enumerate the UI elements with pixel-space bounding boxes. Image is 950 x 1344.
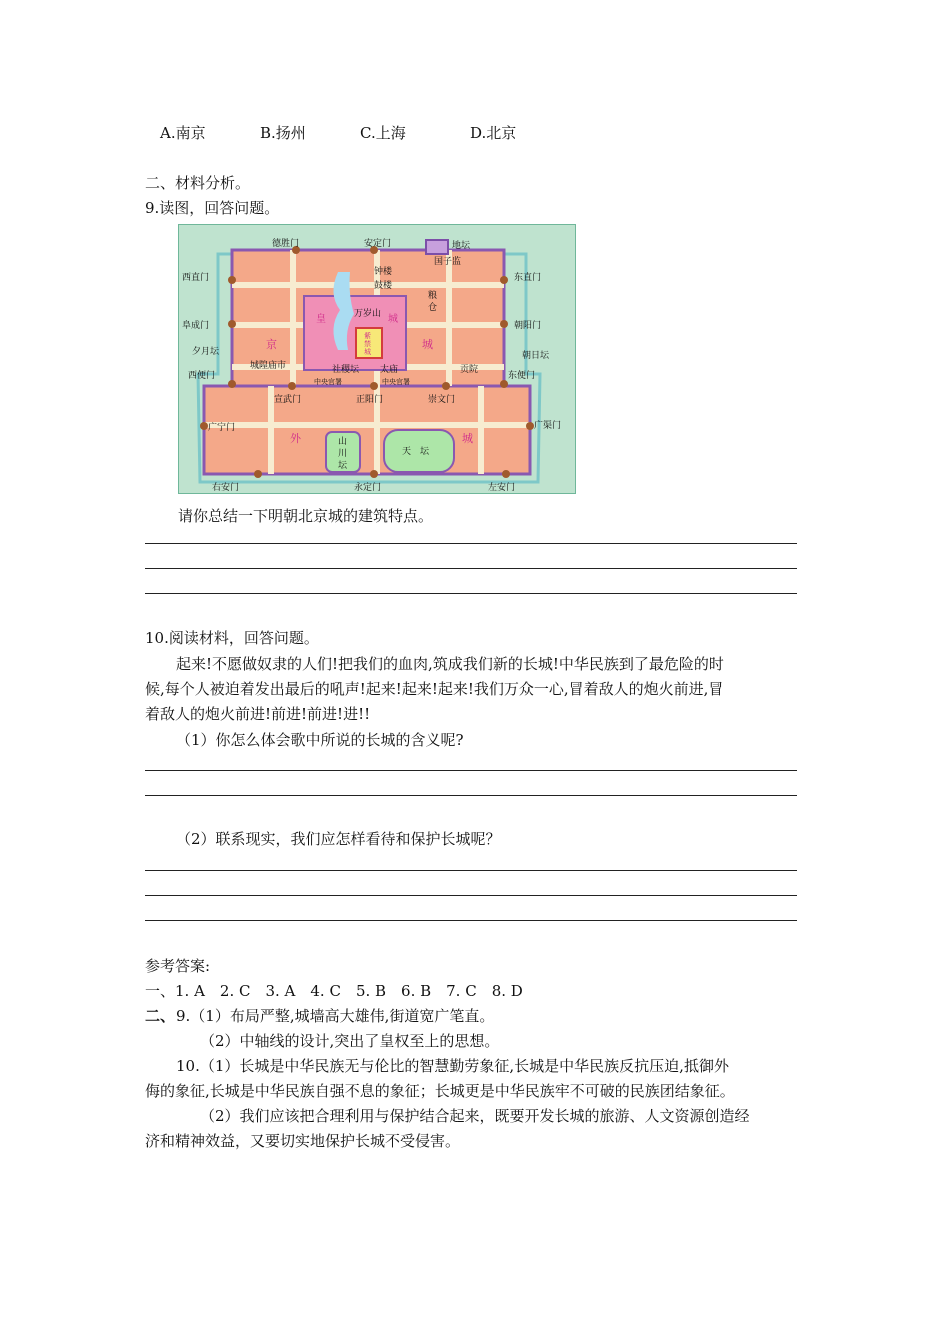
label-cheng-mid: 城 bbox=[422, 338, 433, 351]
answers-title: 参考答案: bbox=[145, 957, 211, 975]
label-xizhimen: 西直门 bbox=[182, 273, 210, 283]
answer-10-1b: 侮的象征,长城是中华民族自强不息的象征；长城更是中华民族牢不可破的民族团结象征。 bbox=[145, 1082, 735, 1100]
label-liang: 粮 bbox=[428, 291, 438, 301]
label-cheng-outer: 城 bbox=[462, 432, 473, 445]
q10-material-line: 候,每个人被迫着发出最后的吼声!起来!起来!起来!我们万众一心,冒着敌人的炮火前进,冒 bbox=[145, 680, 724, 698]
label-andingmen: 安定门 bbox=[364, 239, 392, 249]
label-tan-sc: 坛 bbox=[338, 461, 348, 471]
answer-line[interactable] bbox=[145, 870, 797, 871]
label-dongzhimen: 东直门 bbox=[514, 273, 542, 283]
answer-line[interactable] bbox=[145, 795, 797, 796]
option-d: D.北京 bbox=[470, 124, 517, 142]
label-dongbianmen: 东便门 bbox=[508, 371, 536, 381]
label-shejitan: 社稷坛 bbox=[332, 365, 360, 375]
label-jing: 京 bbox=[266, 338, 277, 351]
q10-material-line: 起来!不愿做奴隶的人们!把我们的血肉,筑成我们新的长城!中华民族到了最危险的时 bbox=[176, 655, 724, 673]
q10-title: 10.阅读材料，回答问题。 bbox=[145, 629, 319, 647]
q9-title: 9.读图，回答问题。 bbox=[145, 199, 280, 217]
answer-10-2a: （2）我们应该把合理利用与保护结合起来，既要开发长城的旅游、人文资源创造经 bbox=[200, 1107, 750, 1125]
label-cheng-inner: 城 bbox=[388, 314, 398, 325]
label-ditan: 地坛 bbox=[452, 241, 471, 251]
label-gongyuan: 贡院 bbox=[460, 365, 479, 375]
label-zhonglou: 钟楼 bbox=[374, 267, 393, 277]
label-huang: 皇 bbox=[316, 314, 326, 325]
label-tiantan: 天 坛 bbox=[402, 447, 430, 457]
label-chongwenmen: 崇文门 bbox=[428, 395, 456, 405]
answers-part1: 一、1. A 2. C 3. A 4. C 5. B 6. B 7. C 8. D bbox=[145, 982, 523, 1000]
answer-10-2b: 济和精神效益，又要切实地保护长城不受侵害。 bbox=[145, 1132, 461, 1150]
label-zijin1: 紫 bbox=[364, 332, 371, 340]
label-chaoyangmen: 朝阳门 bbox=[514, 321, 542, 331]
label-taimiao: 太庙 bbox=[380, 365, 399, 375]
label-fuchengmen: 阜成门 bbox=[182, 321, 210, 331]
answer-line[interactable] bbox=[145, 895, 797, 896]
label-xiyuetan: 夕月坛 bbox=[192, 347, 220, 357]
label-guangningmen: 广宁门 bbox=[208, 423, 236, 433]
answer-line[interactable] bbox=[145, 543, 797, 544]
q10-sub1: （1）你怎么体会歌中所说的长城的含义呢? bbox=[176, 731, 464, 749]
answers-part2-prefix: 二、 bbox=[145, 1007, 176, 1025]
q10-sub2: （2）联系现实，我们应怎样看待和保护长城呢？ bbox=[176, 830, 501, 848]
answer-line[interactable] bbox=[145, 920, 797, 921]
option-b: B.扬州 bbox=[260, 124, 306, 142]
answer-line[interactable] bbox=[145, 593, 797, 594]
label-youanmen: 右安门 bbox=[212, 483, 240, 493]
label-zhengyangmen: 正阳门 bbox=[356, 395, 384, 405]
ditan bbox=[426, 240, 448, 254]
label-xibianmen: 西便门 bbox=[188, 371, 216, 381]
q9-prompt: 请你总结一下明朝北京城的建筑特点。 bbox=[178, 507, 434, 525]
label-zuoanmen: 左安门 bbox=[488, 483, 516, 493]
answer-9-1: 9.（1）布局严整,城墙高大雄伟,街道宽广笔直。 bbox=[176, 1007, 495, 1025]
label-wansuishan: 万岁山 bbox=[354, 309, 382, 319]
label-guozijian: 国子监 bbox=[434, 257, 462, 267]
label-chaoritan: 朝日坛 bbox=[522, 351, 550, 361]
option-c: C.上海 bbox=[360, 124, 406, 142]
label-cang: 仓 bbox=[428, 303, 438, 313]
section2-title: 二、材料分析。 bbox=[145, 174, 251, 192]
label-gulou: 鼓楼 bbox=[374, 281, 393, 291]
q10-material-line: 着敌人的炮火前进!前进!前进!进!! bbox=[145, 705, 371, 723]
label-wai: 外 bbox=[290, 432, 301, 445]
label-yongdingmen: 永定门 bbox=[354, 483, 382, 493]
answer-9-2: （2）中轴线的设计,突出了皇权至上的思想。 bbox=[200, 1032, 500, 1050]
label-xuanwumen: 宣武门 bbox=[274, 395, 302, 405]
answer-line[interactable] bbox=[145, 770, 797, 771]
label-shan: 山 bbox=[338, 437, 348, 447]
label-chuan: 川 bbox=[338, 449, 348, 459]
label-guangqumen: 广渠门 bbox=[534, 421, 562, 431]
label-deshengmen: 德胜门 bbox=[272, 239, 300, 249]
answer-line[interactable] bbox=[145, 568, 797, 569]
label-zijin3: 城 bbox=[364, 348, 371, 356]
label-zijin2: 禁 bbox=[364, 340, 371, 348]
beijing-map bbox=[178, 224, 576, 494]
option-a: A.南京 bbox=[160, 124, 206, 142]
label-chengshimiao: 城隍庙市 bbox=[250, 361, 287, 371]
label-zhongyang2: 中央官署 bbox=[382, 378, 410, 386]
answer-10-1a: 10.（1）长城是中华民族无与伦比的智慧勤劳象征,长城是中华民族反抗压迫,抵御外 bbox=[176, 1057, 729, 1075]
label-zhongyang1: 中央官署 bbox=[314, 378, 342, 386]
